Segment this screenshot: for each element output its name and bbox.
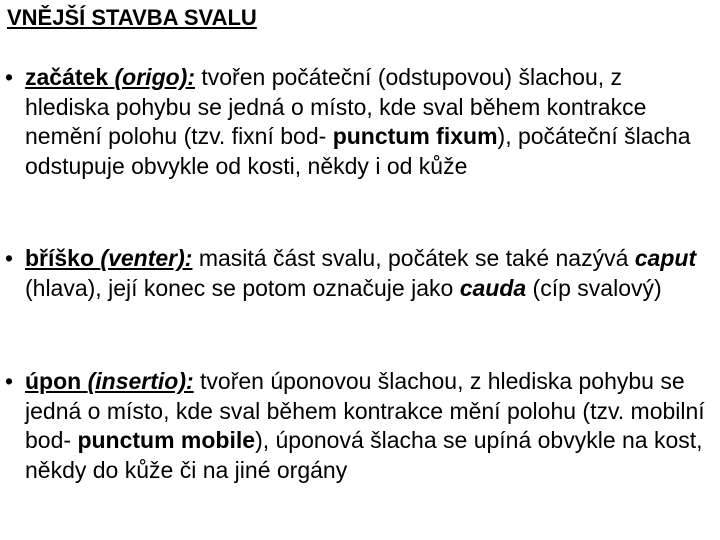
term-cauda: cauda bbox=[459, 274, 527, 301]
term-label: úpon (insertio): bbox=[25, 368, 194, 394]
text-segment: masitá část svalu, počátek se také nazývá bbox=[192, 245, 635, 271]
term-caput: caput bbox=[634, 245, 697, 271]
text-segment: tvořen úponovou šlachou, z hlediska pohybu se jedná o místo, kde sval během kontrakce mění polohu (tzv. mobilní bod- bbox=[25, 368, 705, 453]
bullet-venter bbox=[5, 244, 710, 303]
term-label: začátek (origo): bbox=[25, 64, 195, 90]
text-segment: ), počáteční šlacha odstupuje obvykle od kosti, někdy i od kůže bbox=[25, 123, 691, 179]
bullet-icon: • bbox=[5, 245, 14, 271]
term-label: bříško (venter): bbox=[25, 245, 193, 271]
bullet-insertio bbox=[5, 367, 710, 485]
text-segment: tvořen počáteční (odstupovou) šlachou, z hlediska pohybu se jedná o místo, kde sval během kontrakce nemění polohu (tzv. fixní bod- bbox=[25, 64, 647, 149]
slide-title: VNĚJŠÍ STAVBA SVALU bbox=[7, 5, 257, 30]
bullet-icon: • bbox=[5, 368, 14, 394]
bullet-icon: • bbox=[5, 64, 14, 90]
bullet-text bbox=[25, 244, 710, 303]
text-segment: (hlava), její konec se potom označuje jako bbox=[25, 274, 460, 301]
term-punctum-mobile: punctum mobile bbox=[77, 427, 256, 453]
term-punctum-fixum: punctum fixum bbox=[332, 123, 498, 149]
text-segment: ), úponová šlacha se upíná obvykle na kost, někdy do kůže či na jiné orgány bbox=[25, 427, 703, 483]
text-segment: (cíp svalový) bbox=[526, 274, 662, 301]
bullet-origo bbox=[5, 63, 710, 181]
bullet-text bbox=[25, 367, 710, 485]
bullet-text bbox=[25, 63, 710, 181]
